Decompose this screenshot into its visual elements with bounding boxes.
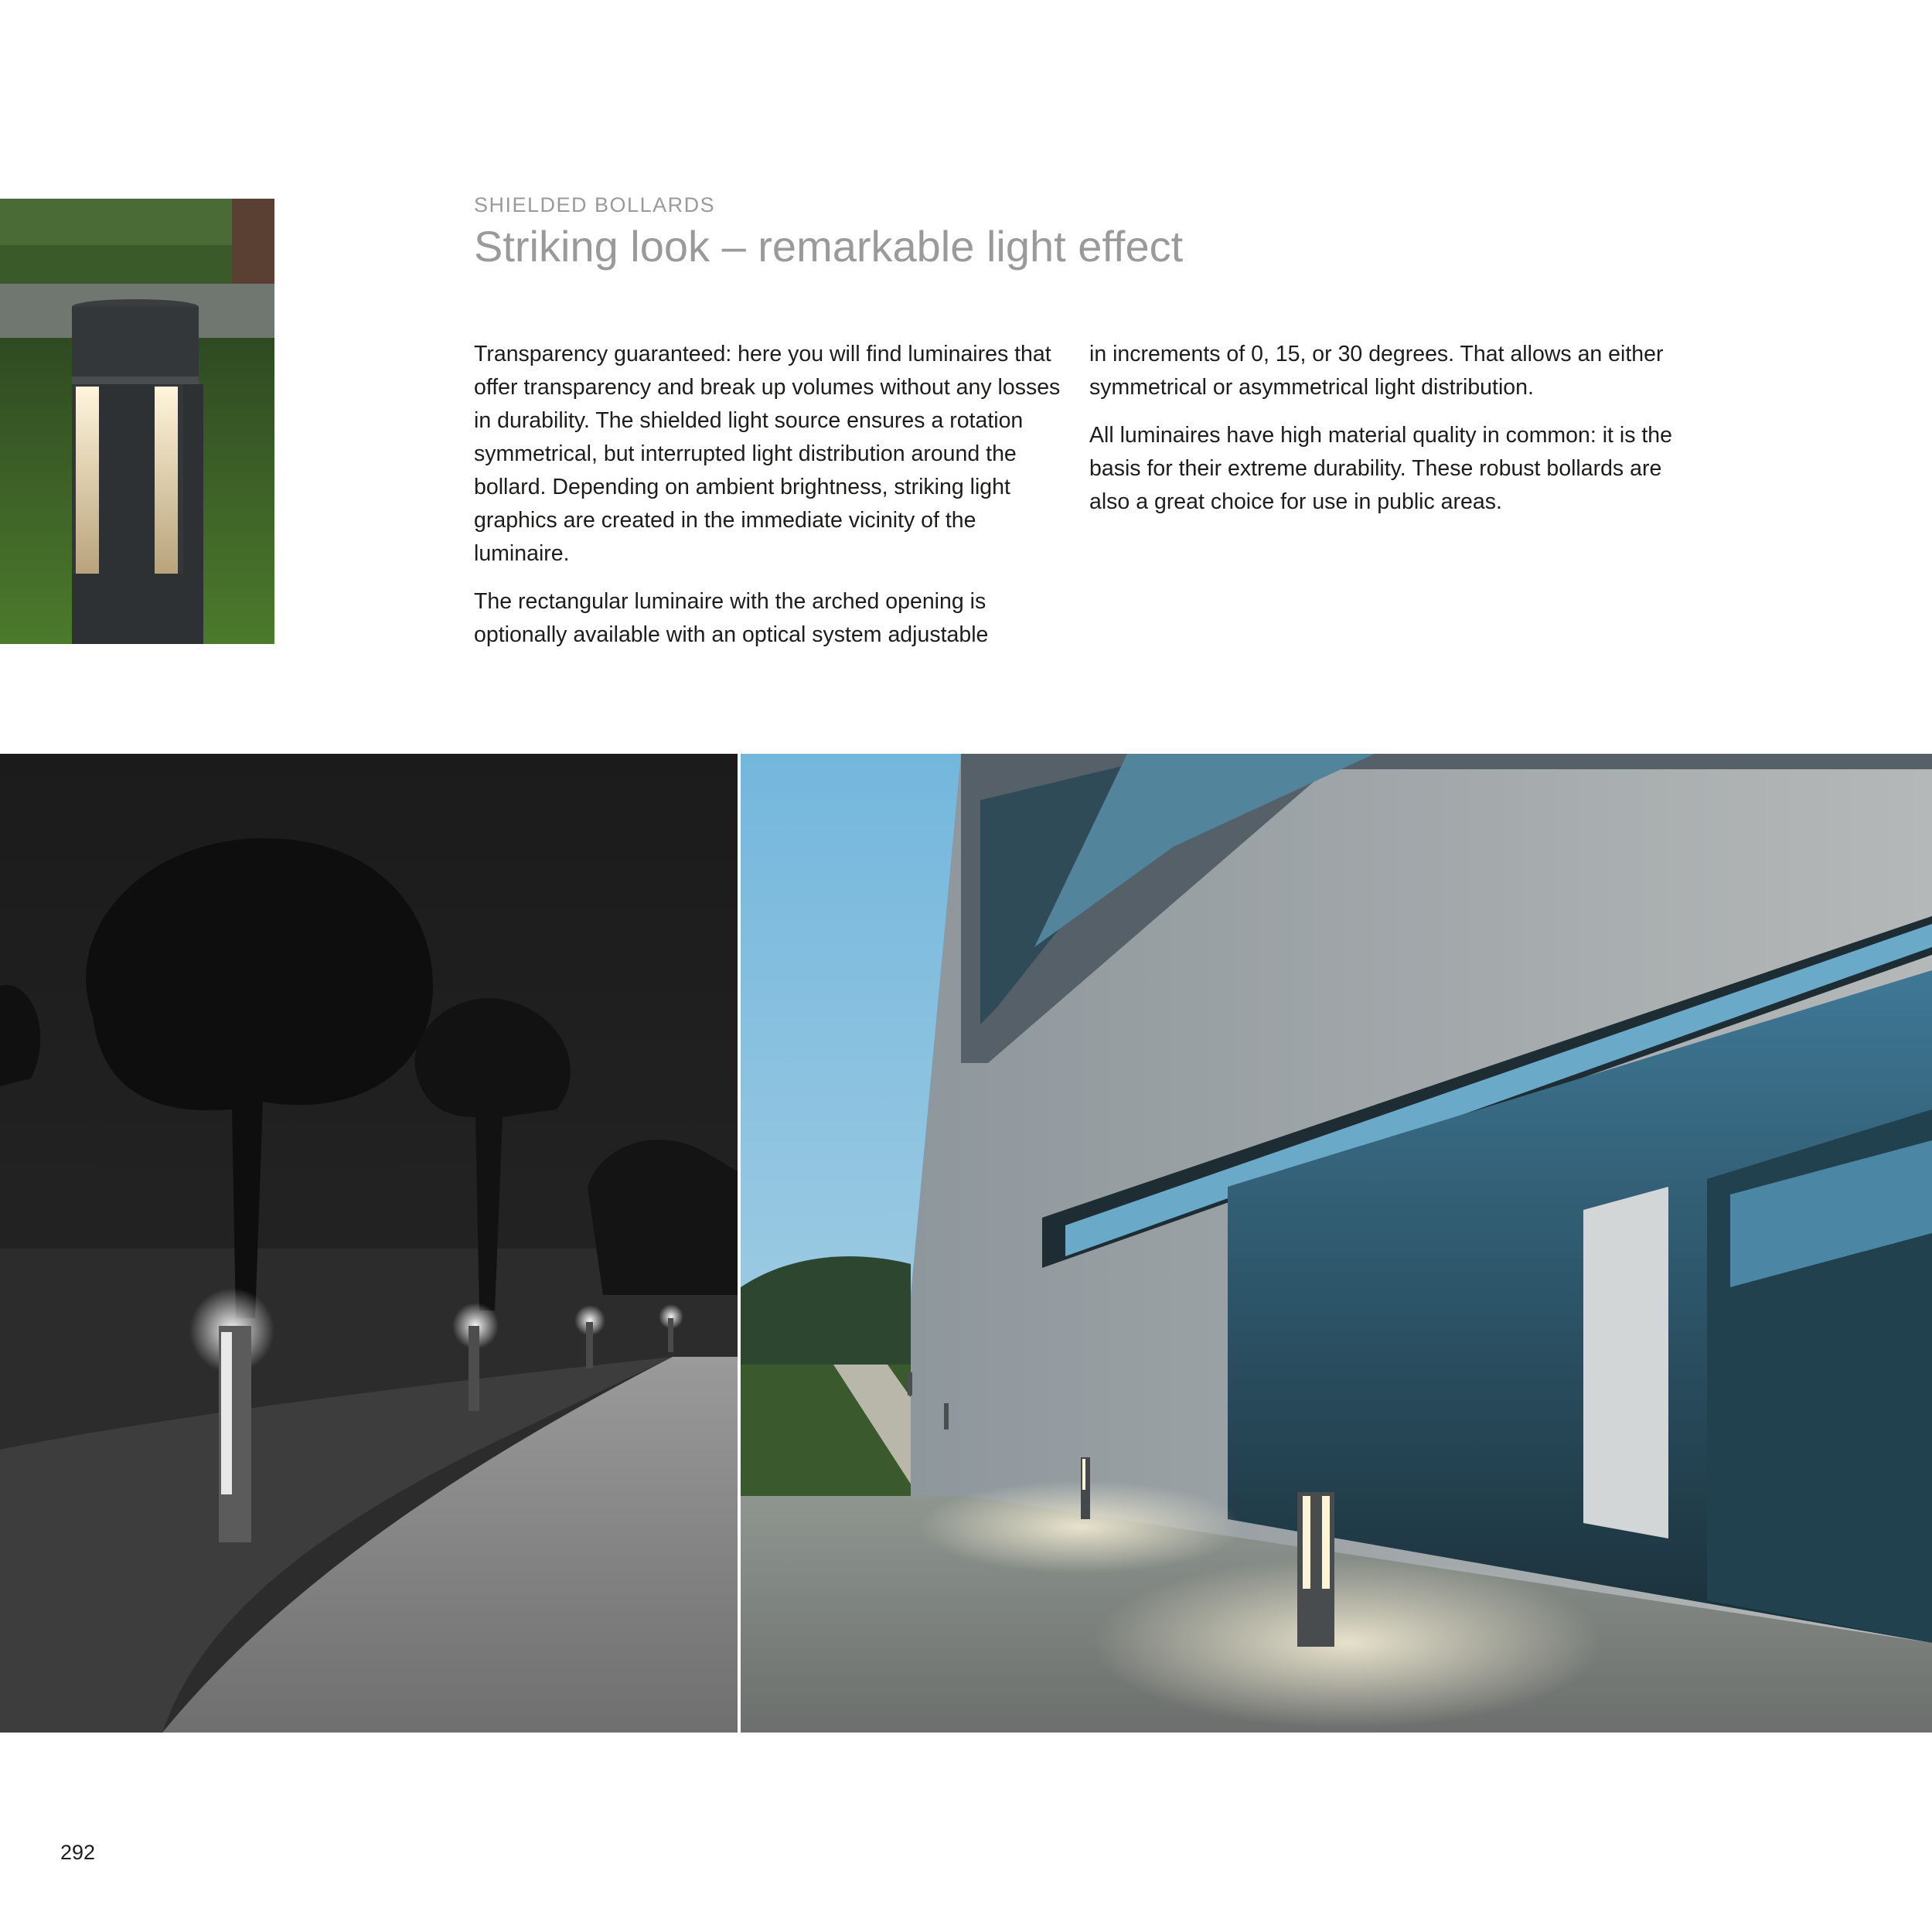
bollard-thumbnail-photo [0, 199, 274, 644]
night-path-photo [0, 754, 738, 1733]
body-column-left [474, 338, 1061, 666]
paragraph: in increments of 0, 15, or 30 degrees. That allows an either symmetrical or asymmetrical light distribution. [1089, 342, 1664, 400]
paragraph: The rectangular luminaire with the arched opening is optionally available with an optical system adjustable [474, 589, 989, 647]
page-number: 292 [60, 1841, 96, 1864]
page-title: Striking look – remarkable light effect [474, 222, 1184, 271]
paragraph: All luminaires have high material quality in common: it is the basis for their extreme durability. These robust bollards are also a great choice for use in public areas. [1089, 423, 1672, 514]
building-dusk-photo [741, 754, 1932, 1733]
section-kicker: SHIELDED BOLLARDS [474, 193, 716, 216]
paragraph: Transparency guaranteed: here you will find luminaires that offer transparency and break up volumes without any losses in durability. The shielded light source ensures a rotation symmetrical, but interrupted light distribution around the bollard. Depending on ambient brightness, striking light graphics are created in the immediate vicinity of the luminaire. [474, 342, 1061, 566]
body-column-right [1089, 338, 1677, 533]
